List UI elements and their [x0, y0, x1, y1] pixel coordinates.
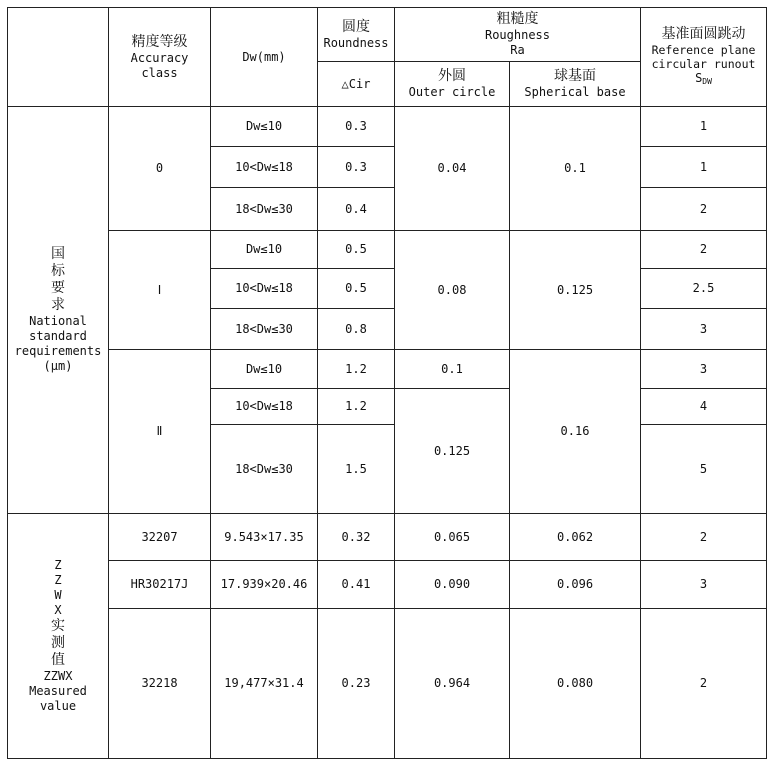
- dw-cell: 9.543×17.35: [211, 514, 318, 561]
- table-row: [8, 514, 767, 561]
- roundness-cell: 0.23: [318, 609, 395, 759]
- roundness-cell: 0.32: [318, 514, 395, 561]
- runout-cell: 2: [641, 231, 767, 269]
- dw-cell: Dw≤10: [211, 107, 318, 147]
- dw-cell: 18<Dw≤30: [211, 425, 318, 514]
- model-cell: HR30217J: [109, 561, 211, 609]
- dw-cell: 10<Dw≤18: [211, 147, 318, 188]
- header-runout: 基准面圆跳动 Reference plane circular runout $S_{DW}$: [641, 8, 767, 107]
- dw-cell: 10<Dw≤18: [211, 389, 318, 425]
- outer-circle-cell: 0.065: [395, 514, 510, 561]
- runout-cell: 2.5: [641, 269, 767, 309]
- table-row: [8, 350, 767, 389]
- roundness-cell: 0.41: [318, 561, 395, 609]
- runout-cell: 2: [641, 609, 767, 759]
- spherical-base-cell: 0.080: [510, 609, 641, 759]
- dw-cell: 19,477×31.4: [211, 609, 318, 759]
- dw-cell: 18<Dw≤30: [211, 309, 318, 350]
- outer-circle-cell: 0.125: [395, 389, 510, 514]
- dw-cell: 17.939×20.46: [211, 561, 318, 609]
- runout-cell: 3: [641, 350, 767, 389]
- roundness-cell: 0.5: [318, 269, 395, 309]
- header-roughness: 粗糙度 Roughness Ra: [395, 8, 641, 62]
- table-row: [8, 561, 767, 609]
- roundness-cell: 0.4: [318, 188, 395, 231]
- spherical-base-cell: 0.096: [510, 561, 641, 609]
- spherical-base-cell: 0.125: [510, 231, 641, 350]
- dw-cell: 10<Dw≤18: [211, 269, 318, 309]
- outer-circle-cell: 0.08: [395, 231, 510, 350]
- national-standard-label: 国 标 要 求 National standard requirements (μm): [8, 107, 109, 514]
- runout-cell: 2: [641, 188, 767, 231]
- measured-value-label: Z Z W X 实 测 值 ZZWX Measured value: [8, 514, 109, 759]
- roundness-cell: 0.5: [318, 231, 395, 269]
- header-accuracy-class: 精度等级 Accuracy class: [109, 8, 211, 107]
- accuracy-class-cell: 0: [109, 107, 211, 231]
- accuracy-class-cell: Ⅰ: [109, 231, 211, 350]
- table-row: [8, 609, 767, 759]
- runout-cell: 1: [641, 147, 767, 188]
- tolerance-table: [7, 7, 767, 759]
- spherical-base-cell: 0.16: [510, 350, 641, 514]
- header-spherical-base: 球基面 Spherical base: [510, 62, 641, 107]
- runout-cell: 5: [641, 425, 767, 514]
- outer-circle-cell: 0.1: [395, 350, 510, 389]
- roundness-cell: 0.3: [318, 147, 395, 188]
- table-row: [8, 107, 767, 147]
- header-dw: Dw(mm): [211, 8, 318, 107]
- dw-cell: 18<Dw≤30: [211, 188, 318, 231]
- outer-circle-cell: 0.964: [395, 609, 510, 759]
- runout-cell: 4: [641, 389, 767, 425]
- model-cell: 32207: [109, 514, 211, 561]
- roundness-cell: 1.2: [318, 389, 395, 425]
- dw-cell: Dw≤10: [211, 350, 318, 389]
- table-row: [8, 231, 767, 269]
- header-outer-circle: 外圆 Outer circle: [395, 62, 510, 107]
- runout-cell: 3: [641, 309, 767, 350]
- roundness-cell: 0.3: [318, 107, 395, 147]
- spherical-base-cell: 0.062: [510, 514, 641, 561]
- accuracy-class-cell: Ⅱ: [109, 350, 211, 514]
- roundness-cell: 1.2: [318, 350, 395, 389]
- runout-cell: 2: [641, 514, 767, 561]
- header-roundness: 圆度 Roundness: [318, 8, 395, 62]
- outer-circle-cell: 0.090: [395, 561, 510, 609]
- roundness-cell: 0.8: [318, 309, 395, 350]
- dw-cell: Dw≤10: [211, 231, 318, 269]
- header-blank-cell: [8, 8, 109, 107]
- runout-cell: 3: [641, 561, 767, 609]
- spherical-base-cell: 0.1: [510, 107, 641, 231]
- header-roundness-delta-cir: △Cir: [318, 62, 395, 107]
- outer-circle-cell: 0.04: [395, 107, 510, 231]
- roundness-cell: 1.5: [318, 425, 395, 514]
- model-cell: 32218: [109, 609, 211, 759]
- runout-cell: 1: [641, 107, 767, 147]
